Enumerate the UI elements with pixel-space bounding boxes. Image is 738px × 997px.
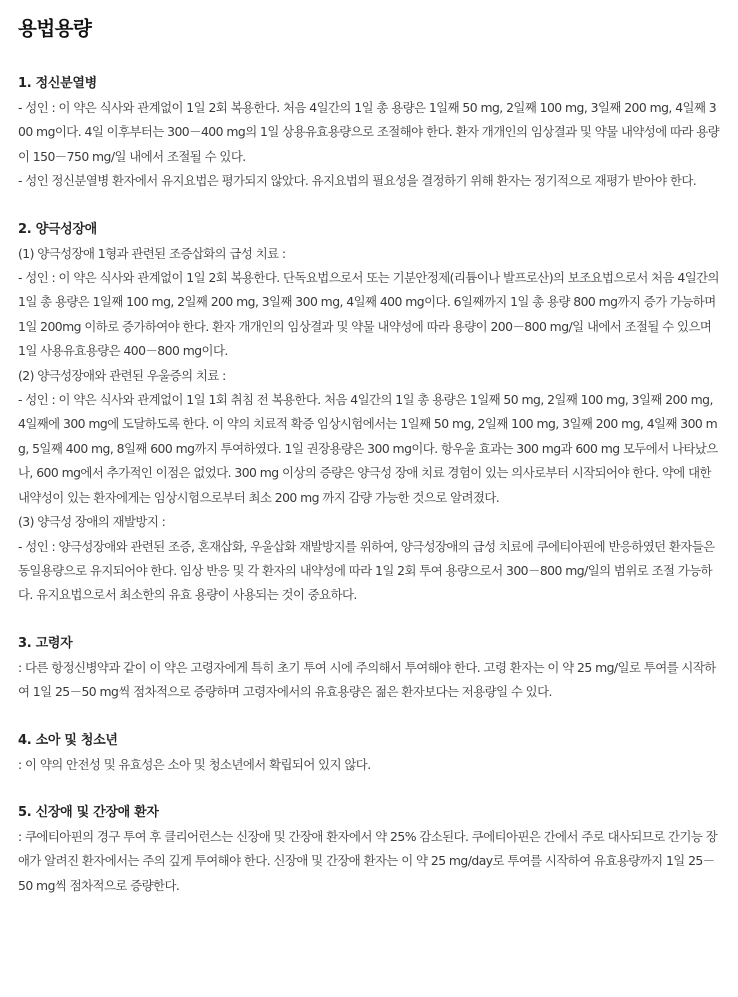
paragraph: - 성인 : 양극성장애와 관련된 조증, 혼재삽화, 우울삽화 재발방지를 위하여, 양극성장애의 급성 치료에 쿠에티아핀에 반응하였던 환자들은 동일용량으로 유지되어야 한다. 임상 반응 및 각 환자의 내약성에 따라 1일 2회 투여 용량으로서 300－800 mg/일의 범위로 조절 가능하다. 유지요법으로서 최소한의 유효 용량이 사용되는 것이 중요하다. xyxy=(18,538,715,603)
page-title: 용법용량 xyxy=(18,17,92,40)
section-pediatric xyxy=(18,729,720,777)
section-schizophrenia xyxy=(18,72,720,194)
paragraph: (3) 양극성 장애의 재발방지 : xyxy=(18,514,166,530)
paragraph: - 성인 : 이 약은 식사와 관계없이 1일 1회 취침 전 복용한다. 처음 4일간의 1일 총 용량은 1일째 50 mg, 2일째 100 mg, 3일째 200 mg, 4일째에 300 mg에 도달하도록 한다. 이 약의 치료적 확증 임상시험에서는 1일째 50 mg, 2일째 100 mg, 3일째 200 mg, 4일째 300 mg, 5일째 400 mg, 8일째 600 mg까지 투여하였다. 1일 권장용량은 300 mg이다. 항우울 효과는 300 mg과 600 mg 모두에서 나타났으나, 600 mg에서 추가적인 이점은 없었다. 300 mg 이상의 증량은 양극성 장애 치료 경험이 있는 의사로부터 시작되어야 한다. 약에 대한 내약성이 있는 환자에게는 임상시험으로부터 최소 200 mg 까지 감량 가능한 것으로 알려졌다. xyxy=(18,392,718,505)
section-renal-hepatic xyxy=(18,801,720,898)
paragraph: : 다른 항정신병약과 같이 이 약은 고령자에게 특히 초기 투여 시에 주의해서 투여해야 한다. 고령 환자는 이 약 25 mg/일로 투여를 시작하여 1일 25－50 mg씩 점차적으로 증량하며 고령자에서의 유효용량은 젊은 환자보다는 저용량일 수 있다. xyxy=(18,659,716,700)
section-heading: 5. 신장애 및 간장애 환자 xyxy=(18,804,159,820)
section-bipolar-disorder xyxy=(18,218,720,608)
paragraph: - 성인 : 이 약은 식사와 관계없이 1일 2회 복용한다. 단독요법으로서 또는 기분안정제(리튬이나 발프로산)의 보조요법으로서 처음 4일간의 1일 총 용량은 1일째 100 mg, 2일째 200 mg, 3일째 300 mg, 4일째 400 mg이다. 6일째까지 1일 총 용량 800 mg까지 증가 가능하며 1일 200mg 이하로 증가하여야 한다. 환자 개개인의 임상결과 및 약물 내약성에 따라 용량이 200－800 mg/일 내에서 조절될 수 있으며 1일 사용유효용량은 400－800 mg이다. xyxy=(18,270,719,359)
paragraph: - 성인 : 이 약은 식사와 관계없이 1일 2회 복용한다. 처음 4일간의 1일 총 용량은 1일째 50 mg, 2일째 100 mg, 3일째 200 mg, 4일째 300 mg이다. 4일 이후부터는 300－400 mg의 1일 상용유효용량으로 조절해야 한다. 환자 개개인의 임상결과 및 약물 내약성에 따라 용량이 150－750 mg/일 내에서 조절될 수 있다. xyxy=(18,100,720,164)
paragraph: - 성인 정신분열병 환자에서 유지요법은 평가되지 않았다. 유지요법의 필요성을 결정하기 위해 환자는 정기적으로 재평가 받아야 한다. xyxy=(18,173,697,189)
section-heading: 4. 소아 및 청소년 xyxy=(18,732,118,748)
paragraph: : 쿠에티아핀의 경구 투여 후 클리어런스는 신장애 및 간장애 환자에서 약 25% 감소된다. 쿠에티아핀은 간에서 주로 대사되므로 간기능 장애가 알려진 환자에서는 주의 깊게 투여해야 한다. 신장애 및 간장애 환자는 이 약 25 mg/day로 투여를 시작하여 유효용량까지 1일 25－50 mg씩 점차적으로 증량한다. xyxy=(18,828,718,893)
section-elderly xyxy=(18,632,720,705)
section-heading: 1. 정신분열병 xyxy=(18,76,97,91)
paragraph: : 이 약의 안전성 및 유효성은 소아 및 청소년에서 확립되어 있지 않다. xyxy=(18,756,371,772)
section-heading: 3. 고령자 xyxy=(18,635,73,651)
paragraph: (2) 양극성장애와 관련된 우울증의 치료 : xyxy=(18,367,226,383)
section-heading: 2. 양극성장애 xyxy=(18,221,97,237)
paragraph: (1) 양극성장애 1형과 관련된 조증삽화의 급성 치료 : xyxy=(18,245,286,261)
